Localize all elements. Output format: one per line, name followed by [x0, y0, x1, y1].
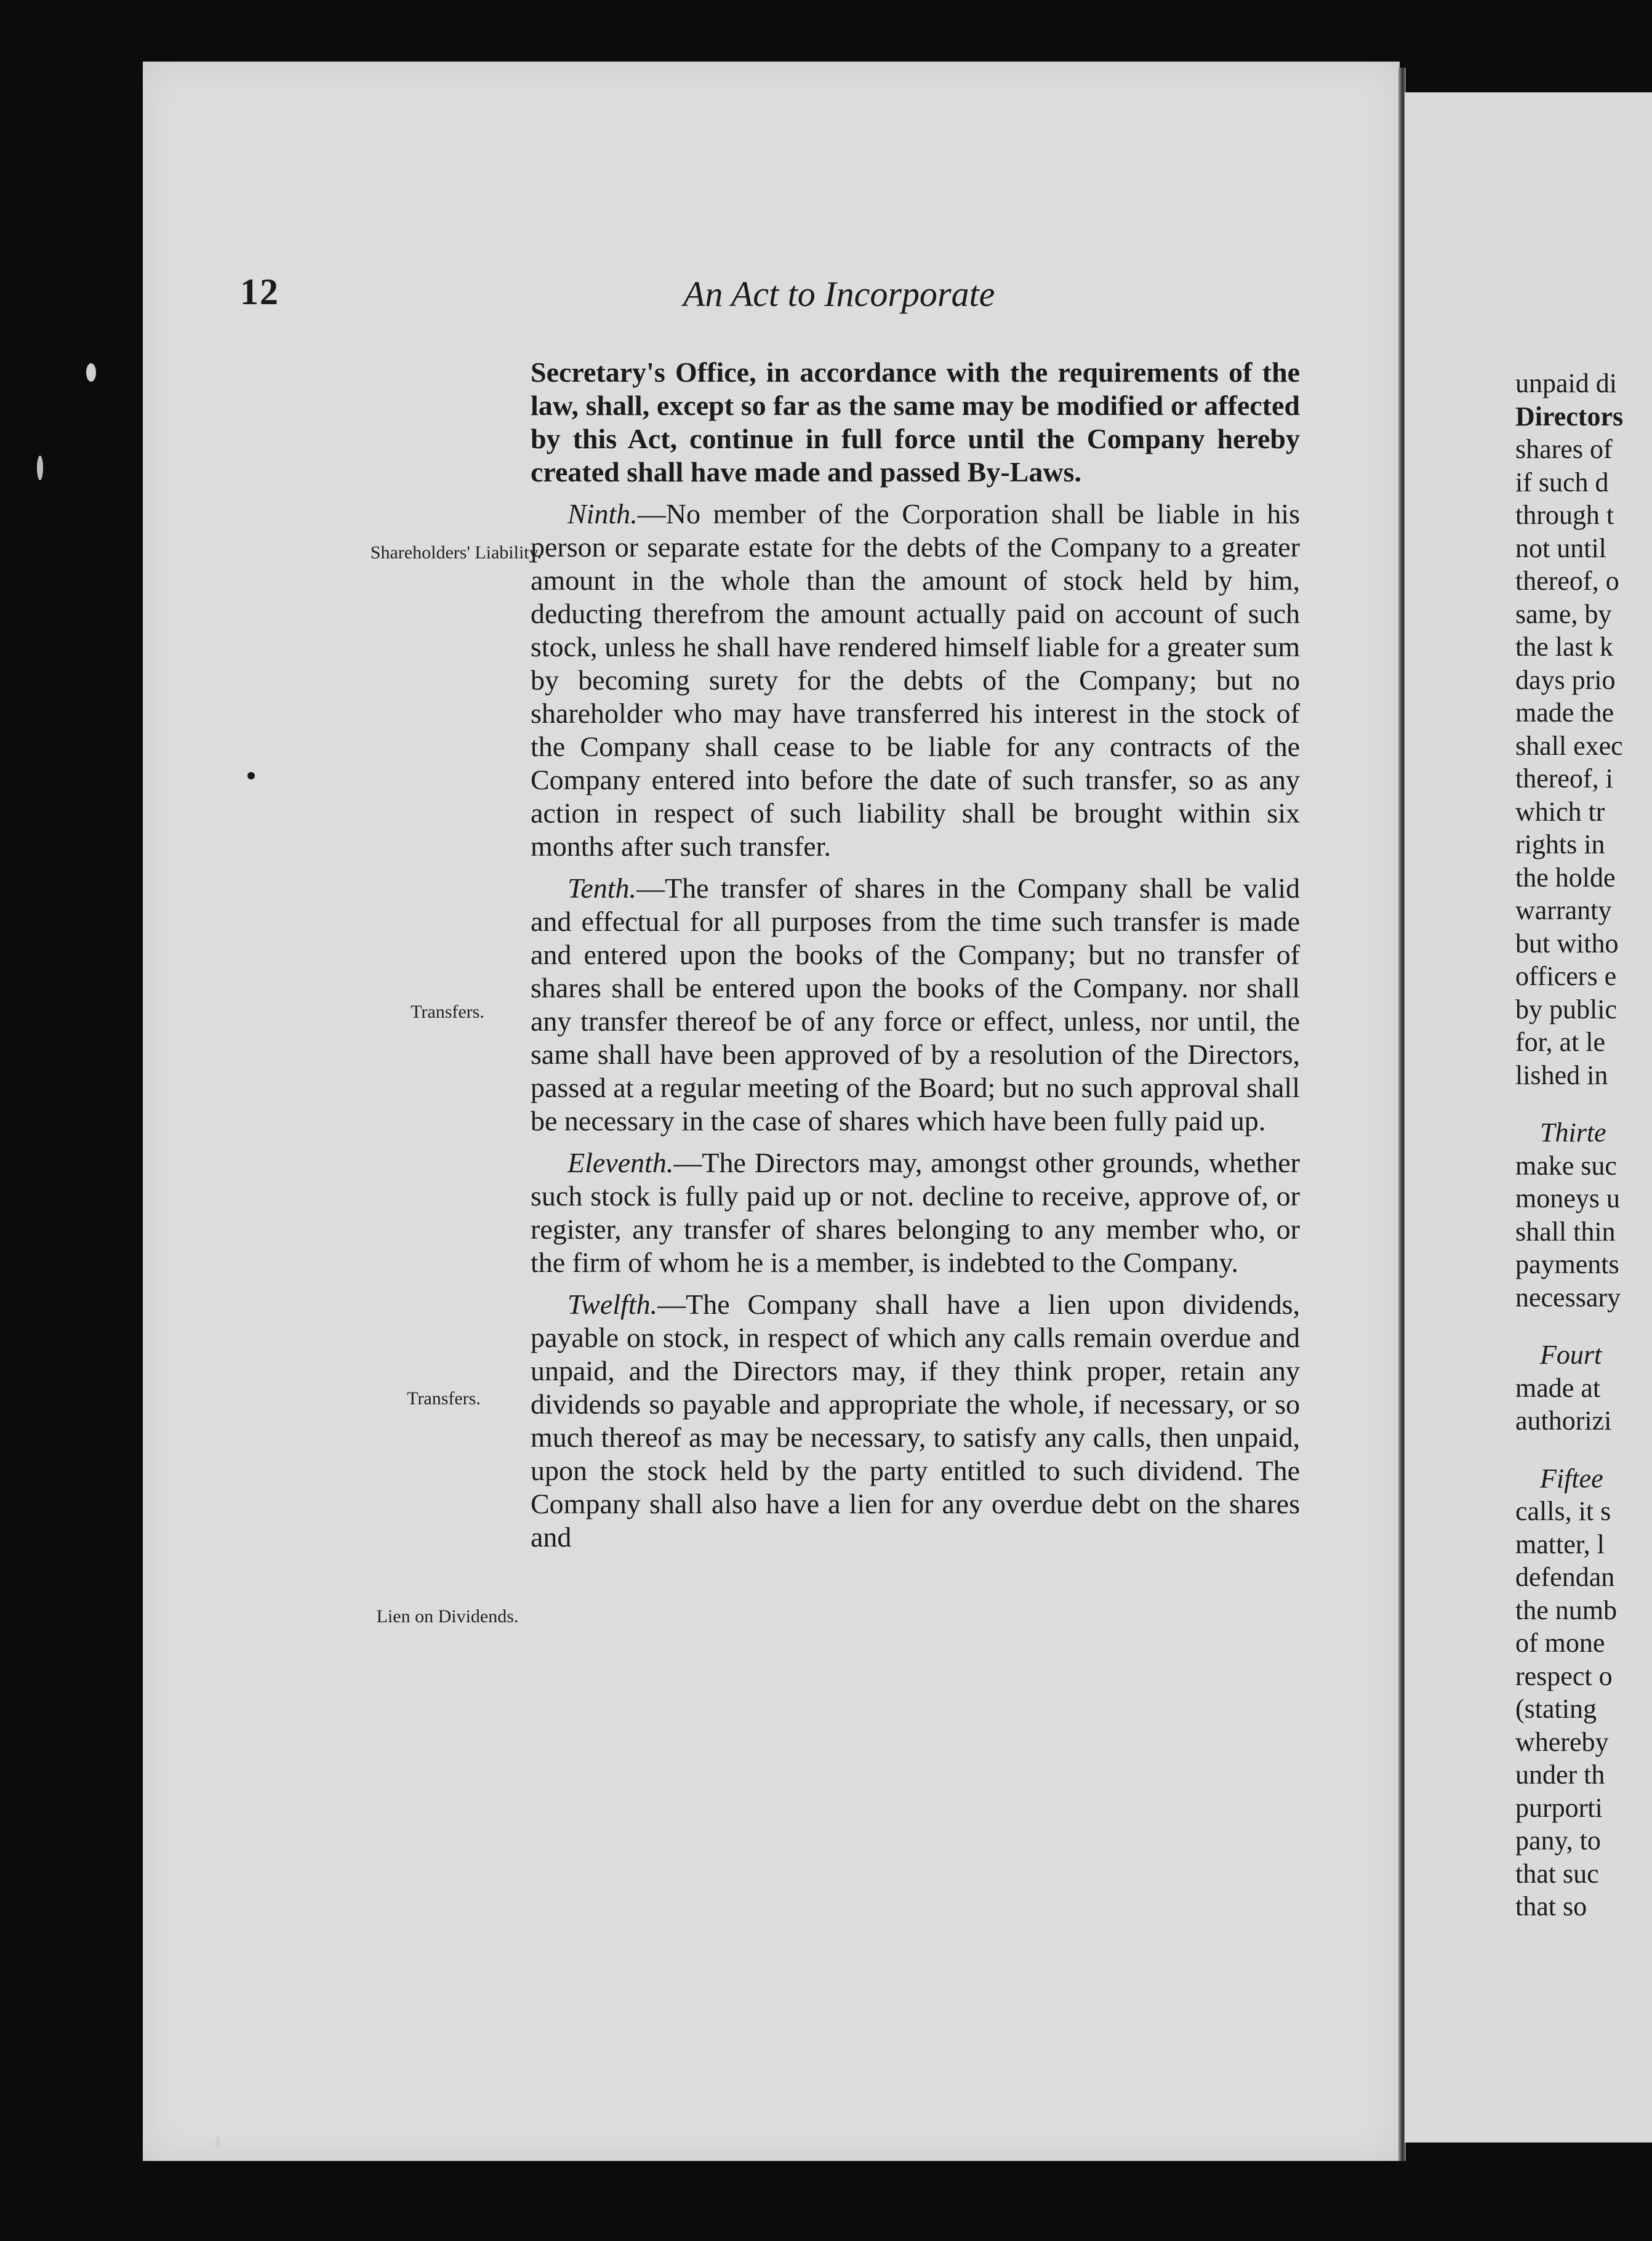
right-page-line: days prio	[1515, 664, 1616, 695]
scan-artifact	[215, 2136, 220, 2149]
right-page-line: shall exec	[1515, 730, 1623, 761]
right-page-line: through t	[1515, 500, 1614, 530]
scan-artifact	[86, 363, 96, 382]
right-page-line: the holde	[1515, 862, 1616, 893]
section-lead: Tenth.	[567, 872, 637, 904]
right-page-line: authorizi	[1515, 1406, 1612, 1436]
right-page-line: by public	[1515, 994, 1617, 1024]
paragraph-ninth: Ninth.—No member of the Corporation shall be liable in his person or separate estate for the debts of the Company to a greater amount in the whole than the amount of stock held by him, deducting therefrom the amount actually paid on account of such stock, unless he shall have rendered himself liable for a greater sum by becoming surety for the debts of the Company; but no shareholder who may have transferred his interest in the stock of the Company shall cease to be liable for any contracts of the Company entered into before the date of such transfer, so as any action in respect of such liability shall be brought within six months after such transfer.	[531, 498, 1300, 862]
section-lead: Eleventh.	[567, 1147, 674, 1178]
right-page-line: respect o	[1515, 1660, 1613, 1691]
right-page-line: defendan	[1515, 1562, 1615, 1592]
right-page-line	[1515, 1438, 1652, 1462]
right-page-line: that suc	[1515, 1858, 1599, 1889]
right-page-line: if such d	[1515, 467, 1609, 497]
right-page-line: made the	[1515, 698, 1614, 728]
right-page-line: not until	[1515, 533, 1606, 563]
right-page-text	[1515, 367, 1652, 1923]
right-page-line: Fourt	[1540, 1340, 1602, 1370]
right-page-line: same, by	[1515, 598, 1612, 629]
section-lead: Twelfth.	[567, 1289, 658, 1320]
right-page-line: the last k	[1515, 632, 1613, 662]
right-page-line: calls, it s	[1515, 1496, 1611, 1526]
right-page-line: make suc	[1515, 1150, 1617, 1181]
paragraph-twelfth: Twelfth.—The Company shall have a lien upon dividends, payable on stock, in respect of which any calls remain overdue and unpaid, and the Directors may, if they think proper, retain any dividends so payable and appropriate the whole, if necessary, or so much thereof as may be necessary, to satisfy any calls, then unpaid, upon the stock held by the party entitled to such dividend. The Company shall also have a lien for any overdue debt on the shares and	[531, 1289, 1300, 1553]
body-text	[531, 356, 1300, 1563]
right-page-line: under th	[1515, 1760, 1605, 1790]
right-page-line: unpaid di	[1515, 368, 1617, 398]
right-page-line	[1515, 1092, 1652, 1116]
right-page-line: whereby	[1515, 1726, 1609, 1757]
right-page-line: warranty	[1515, 895, 1612, 925]
paragraph-continuation: Secretary's Office, in accordance with the requirements of the law, shall, except so far as the same may be modified or affected by this Act, continue in full force until the Company hereby created shall have made and passed By-Laws.	[531, 356, 1300, 488]
right-page-line: that so	[1515, 1891, 1587, 1921]
right-page-line: which tr	[1515, 796, 1605, 827]
right-page-line: pany, to	[1515, 1825, 1601, 1856]
page-number: 12	[240, 272, 279, 312]
right-page-line: Directors	[1515, 401, 1624, 432]
right-page-line: Thirte	[1540, 1117, 1606, 1148]
right-page-line: shares of	[1515, 434, 1613, 464]
ink-speck	[247, 772, 255, 779]
right-page-line: rights in	[1515, 829, 1605, 859]
right-page-line: but witho	[1515, 928, 1619, 959]
side-note-shareholders-liability: Shareholders' Liability.	[370, 542, 542, 563]
right-page-line: lished in	[1515, 1060, 1608, 1090]
right-page-line: thereof, o	[1515, 566, 1619, 596]
right-page-line: purporti	[1515, 1792, 1603, 1823]
right-page-line: matter, l	[1515, 1529, 1605, 1559]
right-page-line	[1515, 1314, 1652, 1338]
right-page-line: thereof, i	[1515, 763, 1613, 794]
right-page-line: shall thin	[1515, 1216, 1616, 1247]
right-page-line: for, at le	[1515, 1027, 1606, 1057]
right-page-line: (stating	[1515, 1694, 1597, 1724]
right-page-line: moneys u	[1515, 1183, 1620, 1213]
right-page-line: officers e	[1515, 961, 1617, 991]
side-note-transfers-2: Transfers.	[407, 1388, 481, 1409]
section-lead: Ninth.	[567, 498, 638, 529]
right-page-line: made at	[1515, 1372, 1601, 1403]
right-page-line: necessary	[1515, 1282, 1621, 1313]
side-note-lien-on-dividends: Lien on Dividends.	[376, 1606, 519, 1627]
paragraph-eleventh: Eleventh.—The Directors may, amongst other grounds, whether such stock is fully paid up or not. decline to receive, approve of, or register, any transfer of shares belonging to any member who, or the firm of whom he is a member, is indebted to the Company.	[531, 1147, 1300, 1278]
right-page-line: payments	[1515, 1249, 1619, 1279]
right-page-line: of mone	[1515, 1628, 1605, 1658]
paragraph-tenth: Tenth.—The transfer of shares in the Company shall be valid and effectual for all purposes from the time such transfer is made and entered upon the books of the Company; but no transfer of shares shall be entered upon the books of the Company. nor shall any transfer thereof be of any force or effect, unless, nor until, the same shall have been approved of by a resolution of the Directors, passed at a regular meeting of the Board; but no such approval shall be necessary in the case of shares which have been fully paid up.	[531, 872, 1300, 1137]
scan-artifact	[37, 456, 43, 480]
side-note-transfers: Transfers.	[411, 1002, 484, 1022]
right-page-line: Fiftee	[1540, 1463, 1603, 1494]
running-head: An Act to Incorporate	[683, 274, 995, 314]
right-page-line: the numb	[1515, 1595, 1617, 1625]
